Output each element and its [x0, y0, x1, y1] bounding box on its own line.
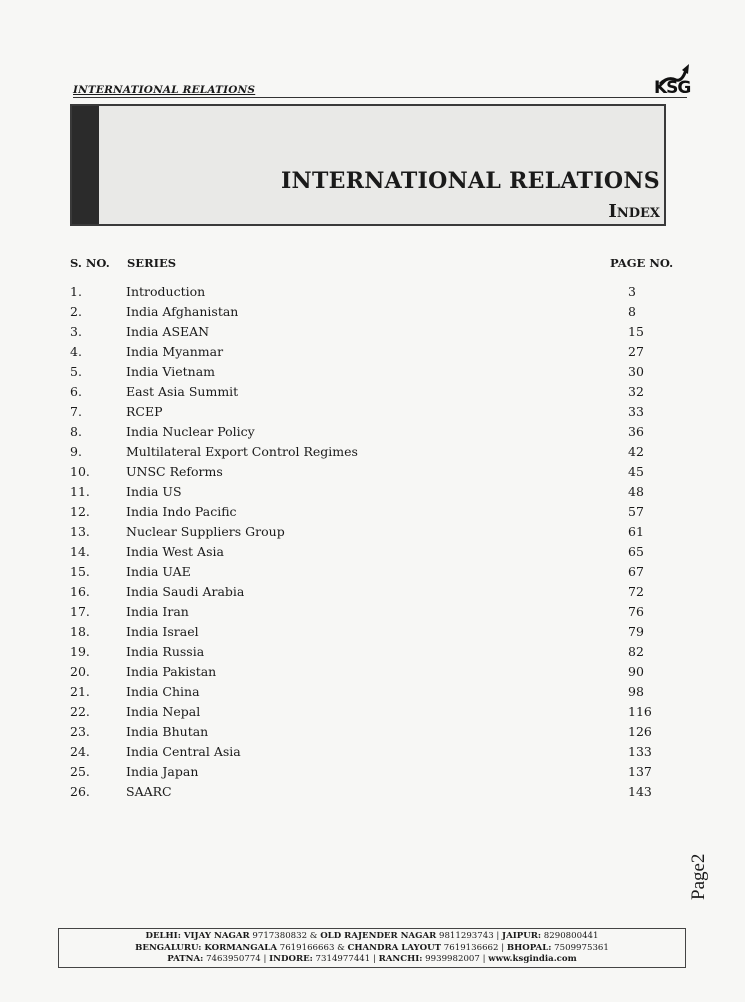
row-series: India Saudi Arabia: [126, 584, 245, 599]
row-sno: 4.: [70, 344, 82, 359]
row-page: 67: [628, 564, 644, 579]
table-row: [70, 664, 682, 684]
table-row: [70, 644, 682, 664]
table-row: [70, 784, 682, 804]
row-page: 98: [628, 684, 644, 699]
row-page: 30: [628, 364, 644, 379]
table-row: [70, 404, 682, 424]
footer-label: JAIPUR:: [502, 931, 542, 941]
banner-title: INTERNATIONAL RELATIONS: [280, 168, 660, 194]
ksg-logo: [654, 62, 694, 98]
row-page: 133: [628, 744, 652, 759]
footer-contact-box: [58, 928, 686, 968]
footer-label: CHANDRA LAYOUT: [347, 942, 442, 953]
footer-value: 9717380832 &: [249, 931, 321, 941]
table-row: [70, 724, 682, 744]
row-page: 61: [628, 524, 644, 539]
column-header-page: PAGE NO.: [610, 256, 674, 270]
table-row: [70, 444, 682, 464]
row-series: UNSC Reforms: [126, 464, 223, 479]
footer-line-2: [59, 943, 685, 955]
table-row: [70, 304, 682, 324]
table-row: [70, 584, 682, 604]
row-sno: 7.: [70, 404, 82, 419]
footer-label: DELHI: VIJAY NAGAR: [145, 931, 250, 941]
row-page: 45: [628, 464, 644, 479]
footer-value: 9811293743 |: [436, 931, 503, 941]
row-page: 82: [628, 644, 644, 659]
table-row: [70, 704, 682, 724]
row-series: India Nepal: [126, 704, 201, 719]
row-sno: 6.: [70, 384, 82, 399]
footer-line-1: [59, 931, 685, 943]
footer-label: OLD RAJENDER NAGAR: [320, 931, 437, 941]
footer-label: INDORE:: [269, 954, 313, 964]
row-page: 116: [628, 704, 652, 719]
row-sno: 9.: [70, 444, 82, 459]
title-banner: [70, 104, 666, 226]
row-sno: 23.: [70, 724, 90, 739]
table-row: [70, 324, 682, 344]
footer-value: 7314977441 |: [312, 954, 379, 964]
footer-label: BHOPAL:: [506, 942, 552, 953]
row-series: RCEP: [126, 404, 163, 419]
footer-value: 7509975361: [551, 942, 609, 953]
table-row: [70, 504, 682, 524]
row-series: India Vietnam: [126, 364, 215, 379]
row-series: India China: [126, 684, 200, 699]
row-series: India ASEAN: [126, 324, 210, 339]
row-sno: 17.: [70, 604, 90, 619]
row-sno: 1.: [70, 284, 82, 299]
footer-value: 7619136662 |: [441, 942, 507, 953]
row-series: Introduction: [126, 284, 206, 299]
row-series: India Japan: [126, 764, 199, 779]
row-page: 8: [628, 304, 636, 319]
row-page: 76: [628, 604, 644, 619]
footer-value: 7463950774 |: [203, 954, 270, 964]
row-sno: 8.: [70, 424, 82, 439]
row-series: India UAE: [126, 564, 191, 579]
footer-value: 8290800441: [541, 931, 599, 941]
page-number-label: Page2: [688, 853, 709, 900]
row-sno: 22.: [70, 704, 90, 719]
row-series: India Myanmar: [126, 344, 224, 359]
row-sno: 16.: [70, 584, 90, 599]
row-series: Multilateral Export Control Regimes: [126, 444, 358, 459]
row-sno: 20.: [70, 664, 90, 679]
row-page: 126: [628, 724, 652, 739]
header-rule: [73, 97, 687, 98]
table-row: [70, 524, 682, 544]
row-page: 137: [628, 764, 652, 779]
row-series: India Central Asia: [126, 744, 241, 759]
row-sno: 24.: [70, 744, 90, 759]
row-series: India Bhutan: [126, 724, 209, 739]
row-page: 42: [628, 444, 644, 459]
row-series: India Indo Pacific: [126, 504, 237, 519]
row-series: India Afghanistan: [126, 304, 239, 319]
row-series: India West Asia: [126, 544, 224, 559]
running-header-title: INTERNATIONAL RELATIONS: [73, 84, 256, 96]
row-page: 36: [628, 424, 644, 439]
table-row: [70, 424, 682, 444]
row-series: SAARC: [126, 784, 172, 799]
row-sno: 11.: [70, 484, 90, 499]
table-row: [70, 684, 682, 704]
row-series: Nuclear Suppliers Group: [126, 524, 285, 539]
table-row: [70, 344, 682, 364]
table-row: [70, 544, 682, 564]
row-sno: 25.: [70, 764, 90, 779]
footer-line-3: [59, 954, 685, 966]
row-page: 15: [628, 324, 644, 339]
table-row: [70, 464, 682, 484]
column-header-series: SERIES: [127, 256, 177, 270]
footer-label[interactable]: www.ksgindia.com: [488, 954, 577, 964]
row-series: East Asia Summit: [126, 384, 239, 399]
table-row: [70, 764, 682, 784]
table-row: [70, 284, 682, 304]
row-sno: 13.: [70, 524, 90, 539]
logo-text: KSG: [654, 78, 691, 98]
row-sno: 21.: [70, 684, 90, 699]
row-page: 57: [628, 504, 644, 519]
table-row: [70, 564, 682, 584]
row-page: 72: [628, 584, 644, 599]
row-series: India Israel: [126, 624, 199, 639]
banner-subtitle: Index: [608, 201, 660, 222]
table-row: [70, 364, 682, 384]
row-page: 27: [628, 344, 644, 359]
row-page: 90: [628, 664, 644, 679]
table-row: [70, 744, 682, 764]
row-sno: 3.: [70, 324, 82, 339]
row-page: 143: [628, 784, 652, 799]
row-series: India US: [126, 484, 182, 499]
row-sno: 2.: [70, 304, 82, 319]
row-page: 3: [628, 284, 636, 299]
row-sno: 18.: [70, 624, 90, 639]
banner-side-bar: [72, 106, 99, 224]
row-series: India Nuclear Policy: [126, 424, 255, 439]
footer-value: 7619166663 &: [277, 942, 348, 953]
table-row: [70, 624, 682, 644]
row-series: India Russia: [126, 644, 205, 659]
row-series: India Iran: [126, 604, 189, 619]
column-header-sno: S. NO.: [70, 256, 110, 270]
footer-label: RANCHI:: [378, 954, 423, 964]
table-row: [70, 604, 682, 624]
row-sno: 5.: [70, 364, 82, 379]
row-sno: 14.: [70, 544, 90, 559]
row-page: 32: [628, 384, 644, 399]
row-page: 65: [628, 544, 644, 559]
footer-value: 9939982007 |: [422, 954, 489, 964]
row-sno: 15.: [70, 564, 90, 579]
row-page: 48: [628, 484, 644, 499]
row-sno: 12.: [70, 504, 90, 519]
row-sno: 10.: [70, 464, 90, 479]
row-page: 33: [628, 404, 644, 419]
row-sno: 26.: [70, 784, 90, 799]
footer-label: BENGALURU: KORMANGALA: [135, 942, 277, 953]
footer-label: PATNA:: [167, 954, 204, 964]
table-row: [70, 384, 682, 404]
row-series: India Pakistan: [126, 664, 217, 679]
table-row: [70, 484, 682, 504]
row-page: 79: [628, 624, 644, 639]
row-sno: 19.: [70, 644, 90, 659]
